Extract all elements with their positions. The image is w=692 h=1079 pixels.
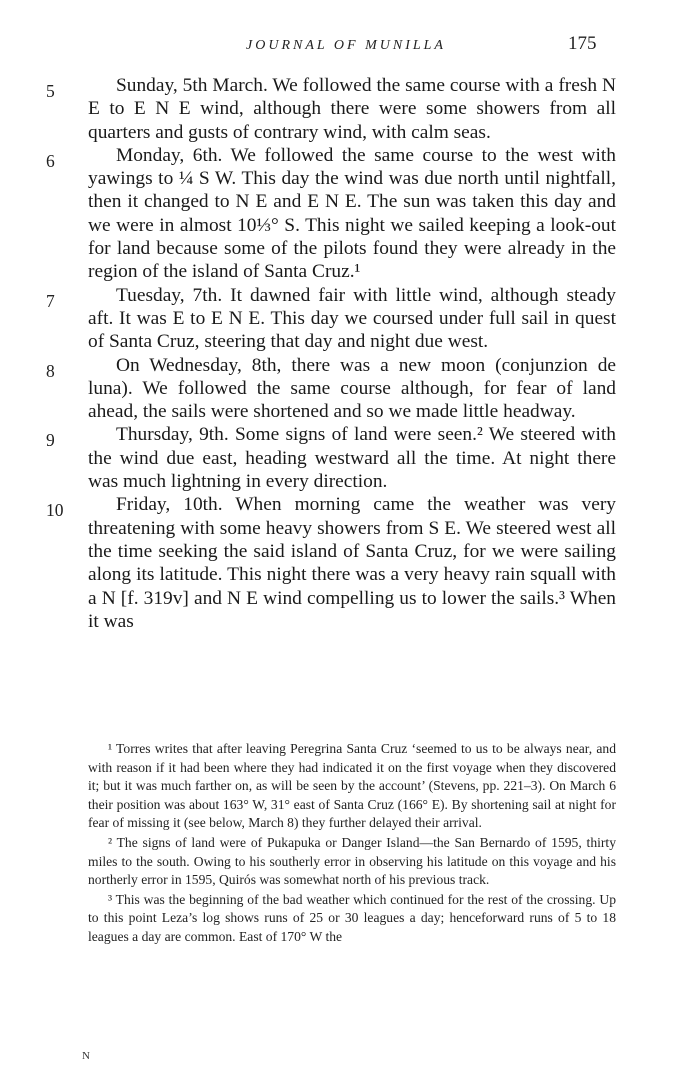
footnote: ¹ Torres writes that after leaving Peregrina Santa Cruz ‘seemed to us to be always near, and with reason if it had been where they had indicated it on the first voyage when they discovered it; but it was much farther on, as will be seen by the account’ (Stevens, pp. 221–3). On March 6 their position was about 163° W, 31° east of Santa Cruz (166° E). By shortening sail at night for fear of missing it (see below, March 8) they further delayed their arrival. xyxy=(88,741,616,831)
journal-entry xyxy=(0,423,692,493)
entry-text: Sunday, 5th March. We followed the same course with a fresh N E to E N E wind, although there were some showers from all quarters and gusts of contrary wind, with calm seas. xyxy=(88,75,616,143)
entry-text: Thursday, 9th. Some signs of land were seen.² We steered with the wind due east, heading westward all the time. At night there was much lightning in every direction. xyxy=(88,424,616,493)
signature-mark: N xyxy=(82,1050,90,1062)
day-number: 10 xyxy=(46,500,64,521)
footnotes xyxy=(88,740,616,948)
entry-text: On Wednesday, 8th, there was a new moon (conjunzion de luna). We followed the same course although, for fear of land ahead, the sails were shortened and so we made little headway. xyxy=(88,354,616,423)
journal-entry xyxy=(0,144,692,284)
footnote: ³ This was the beginning of the bad weather which continued for the rest of the crossing. Up to this point Leza’s log shows runs of 25 or 30 leagues a day; henceforward runs of 5 to 18 leagues a day are common. East of 170° W the xyxy=(88,891,616,944)
journal-entry xyxy=(0,354,692,424)
footnote: ² The signs of land were of Pukapuka or Danger Island—the San Bernardo of 1595, thirty miles to the south. Owing to his southerly error in observing his latitude on this voyage and his northerly error in 1595, Quirós was somewhat north of his previous track. xyxy=(88,834,616,888)
entry-text: Monday, 6th. We followed the same course to the west with yawings to ¼ S W. This day the wind was due north until nightfall, then it changed to N E and E N E. The sun was taken this day and we were in almost 10⅓° S. This night we sailed keeping a look-out for land because some of the pilots found they were already in the region of the island of Santa Cruz.¹ xyxy=(88,144,616,283)
journal-entries xyxy=(0,74,692,633)
day-number: 5 xyxy=(46,81,55,101)
journal-entry xyxy=(0,493,692,633)
day-number: 7 xyxy=(46,290,55,311)
day-number: 6 xyxy=(46,150,55,171)
entry-text: Friday, 10th. When morning came the weather was very threatening with some heavy showers from S E. We steered west all the time seeking the said island of Santa Cruz, for we were sailing along its latitude. This night there was a very heavy rain squall with a N [f. 319v] and N E wind compelling us to lower the sails.³ When it was xyxy=(88,494,616,632)
running-head: JOURNAL OF MUNILLA xyxy=(246,38,446,53)
day-number: 9 xyxy=(46,430,55,451)
entry-text: Tuesday, 7th. It dawned fair with little wind, although steady aft. It was E to E N E. This day we coursed under full sail in quest of Santa Cruz, steering that day and night due west. xyxy=(88,284,616,353)
page-number: 175 xyxy=(568,33,597,54)
journal-entry xyxy=(0,74,692,144)
day-number: 8 xyxy=(46,360,55,381)
journal-entry xyxy=(0,284,692,354)
